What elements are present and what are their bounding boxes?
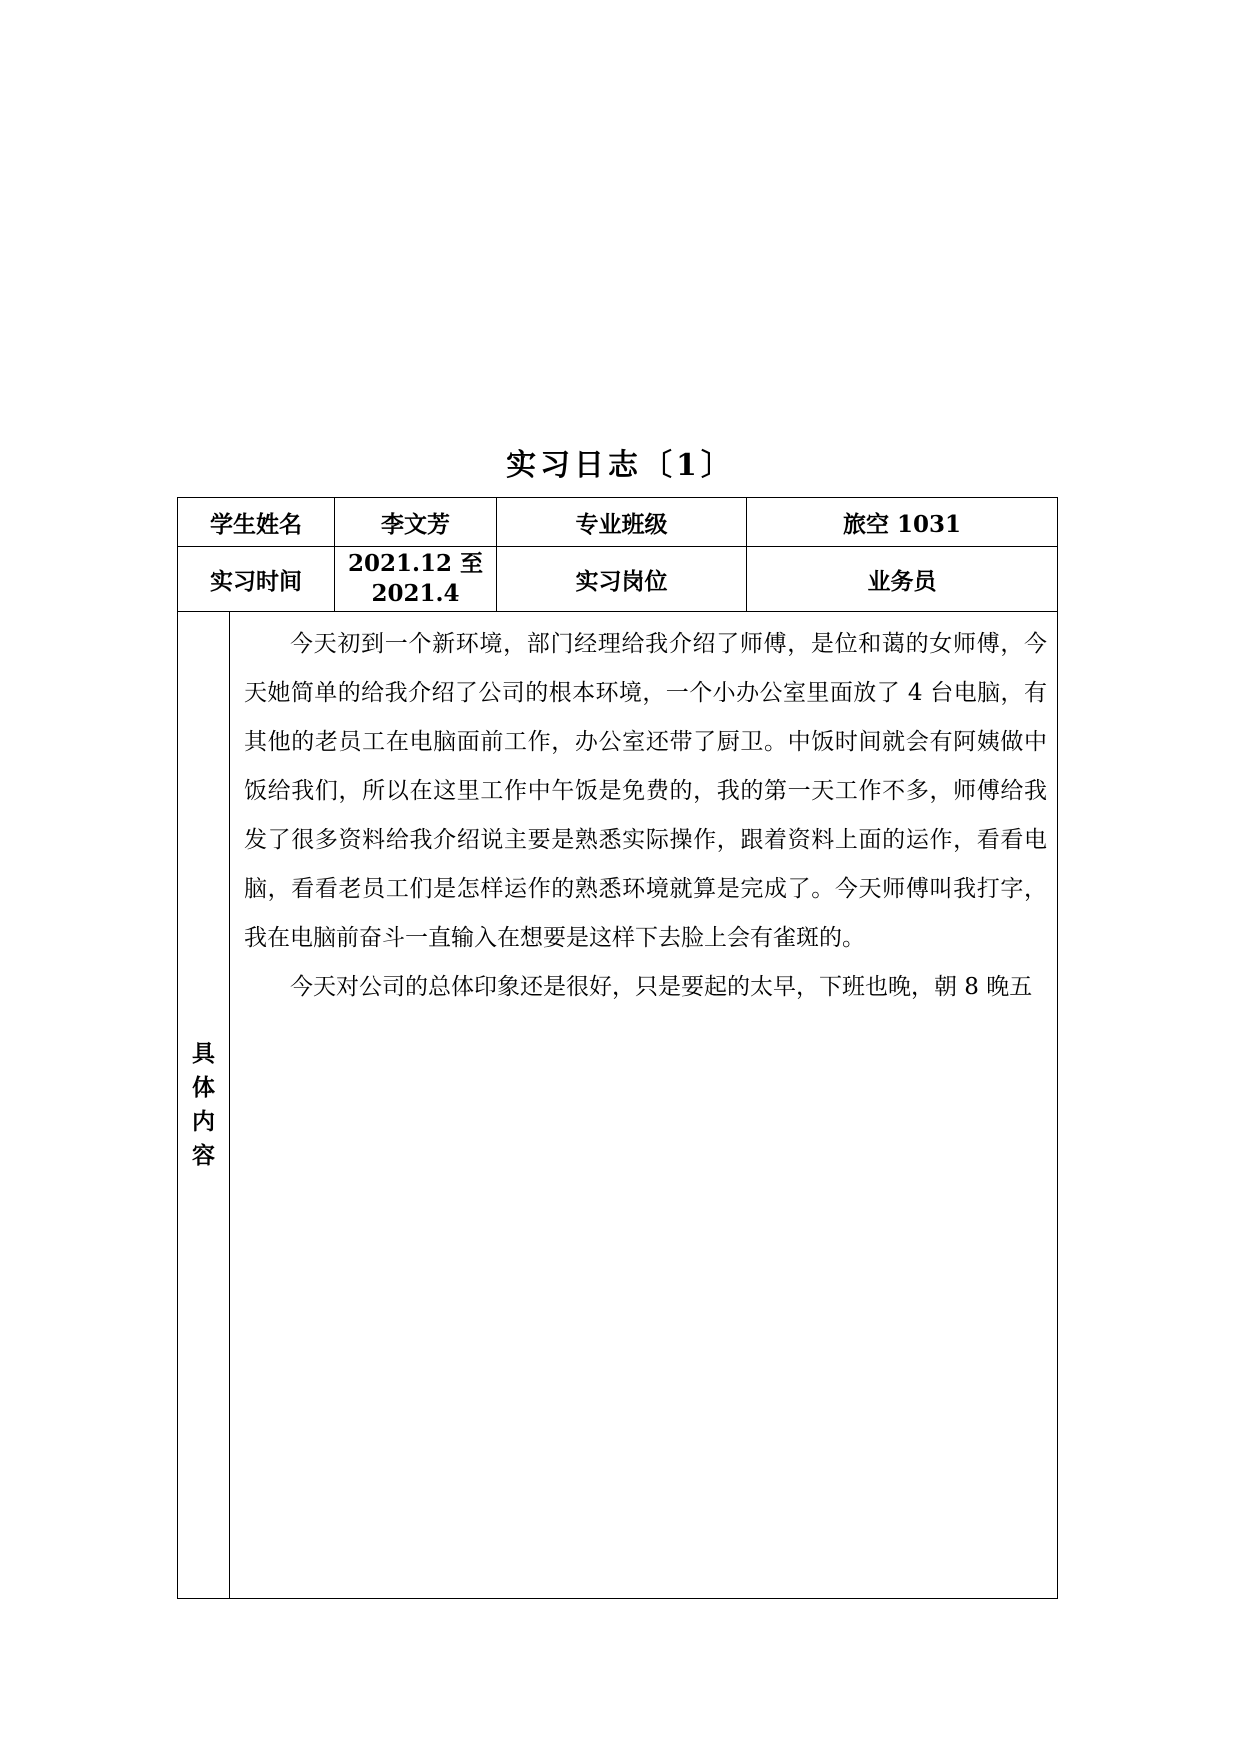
- internship-position-value: 业务员: [747, 547, 1058, 612]
- content-body: [230, 612, 1058, 1599]
- internship-log-table: [177, 497, 1058, 1599]
- content-label-char: 内: [192, 1108, 215, 1135]
- internship-period-label: 实习时间: [178, 547, 335, 612]
- major-class-value: 旅空 1031: [747, 498, 1058, 547]
- internship-position-label: 实习岗位: [497, 547, 747, 612]
- student-name-label: 学生姓名: [178, 498, 335, 547]
- major-class-label: 专业班级: [497, 498, 747, 547]
- internship-period-value: [335, 547, 497, 612]
- student-name-value: 李文芳: [335, 498, 497, 547]
- page-title: 实习日志〔1〕: [506, 448, 735, 483]
- content-paragraph: 今天初到一个新环境，部门经理给我介绍了师傅，是位和蔼的女师傅，今天她简单的给我介绍了公司的根本环境，一个小办公室里面放了 4 台电脑，有其他的老员工在电脑面前工作，办公室还带了厨卫。中饭时间就会有阿姨做中饭给我们，所以在这里工作中午饭是免费的，我的第一天工作不多，师傅给我发了很多资料给我介绍说主要是熟悉实际操作，跟着资料上面的运作，看看电脑，看看老员工们是怎样运作的熟悉环境就算是完成了。今天师傅叫我打字，我在电脑前奋斗一直输入在想要是这样下去脸上会有雀斑的。: [244, 631, 1047, 951]
- table-row: [178, 498, 1058, 547]
- period-end: 2021.4: [371, 580, 460, 607]
- content-label-char: 具: [192, 1040, 215, 1067]
- content-paragraph: 今天对公司的总体印象还是很好，只是要起的太早，下班也晚，朝 8 晚五: [290, 974, 1033, 1000]
- content-label-char: 体: [192, 1074, 215, 1101]
- table-row: [178, 547, 1058, 612]
- content-label: [178, 612, 230, 1599]
- period-start: 2021.12 至: [347, 550, 484, 577]
- table-row: [178, 612, 1058, 1599]
- content-label-char: 容: [192, 1142, 215, 1169]
